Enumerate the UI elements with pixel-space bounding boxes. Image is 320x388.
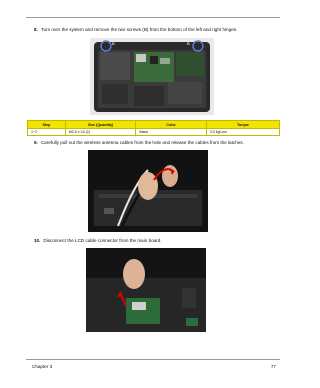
lcd-connector-photo [86,248,206,332]
footer-chapter: Chapter 3 [32,364,53,369]
step-8-instruction [34,27,237,33]
cell-size: M2.5 x L6 (2) [65,129,136,136]
laptop-bottom-photo [90,38,214,115]
header-rule [26,17,280,18]
antenna-cables-photo [88,150,208,232]
lcd-connector-illustration [86,248,206,332]
step-9-instruction [34,140,244,146]
header-color: Color [136,121,207,129]
step-number: 9. [34,140,38,145]
screw-spec-table [27,120,280,136]
antenna-cables-illustration [88,150,208,232]
step-text: Turn over the system and remove the two screws (B) from the bottom of the left and right hinges. [40,27,238,32]
cell-torque: 3.0 kgf-cm [206,129,279,136]
header-torque: Torque [206,121,279,129]
laptop-bottom-illustration [90,38,214,115]
step-text: Carefully pull out the wireless antenna cables from the hole and release the cables from the latches. [40,140,244,145]
cell-color: Black [136,129,207,136]
callout-b-left: B [112,41,115,46]
step-text: Disconnect the LCD cable connector from the main board. [43,238,162,243]
cell-step: 1~2 [28,129,66,136]
header-step: Step [28,121,66,129]
callout-b-right: B [187,41,190,46]
step-10-instruction [34,238,162,244]
step-number: 10. [34,238,41,243]
footer-rule [26,359,280,360]
footer-page-number: 77 [270,364,276,369]
header-size: Size (Quantity) [65,121,136,129]
step-number: 8. [34,27,38,32]
table-header-row [28,121,280,129]
table-row [28,129,280,136]
